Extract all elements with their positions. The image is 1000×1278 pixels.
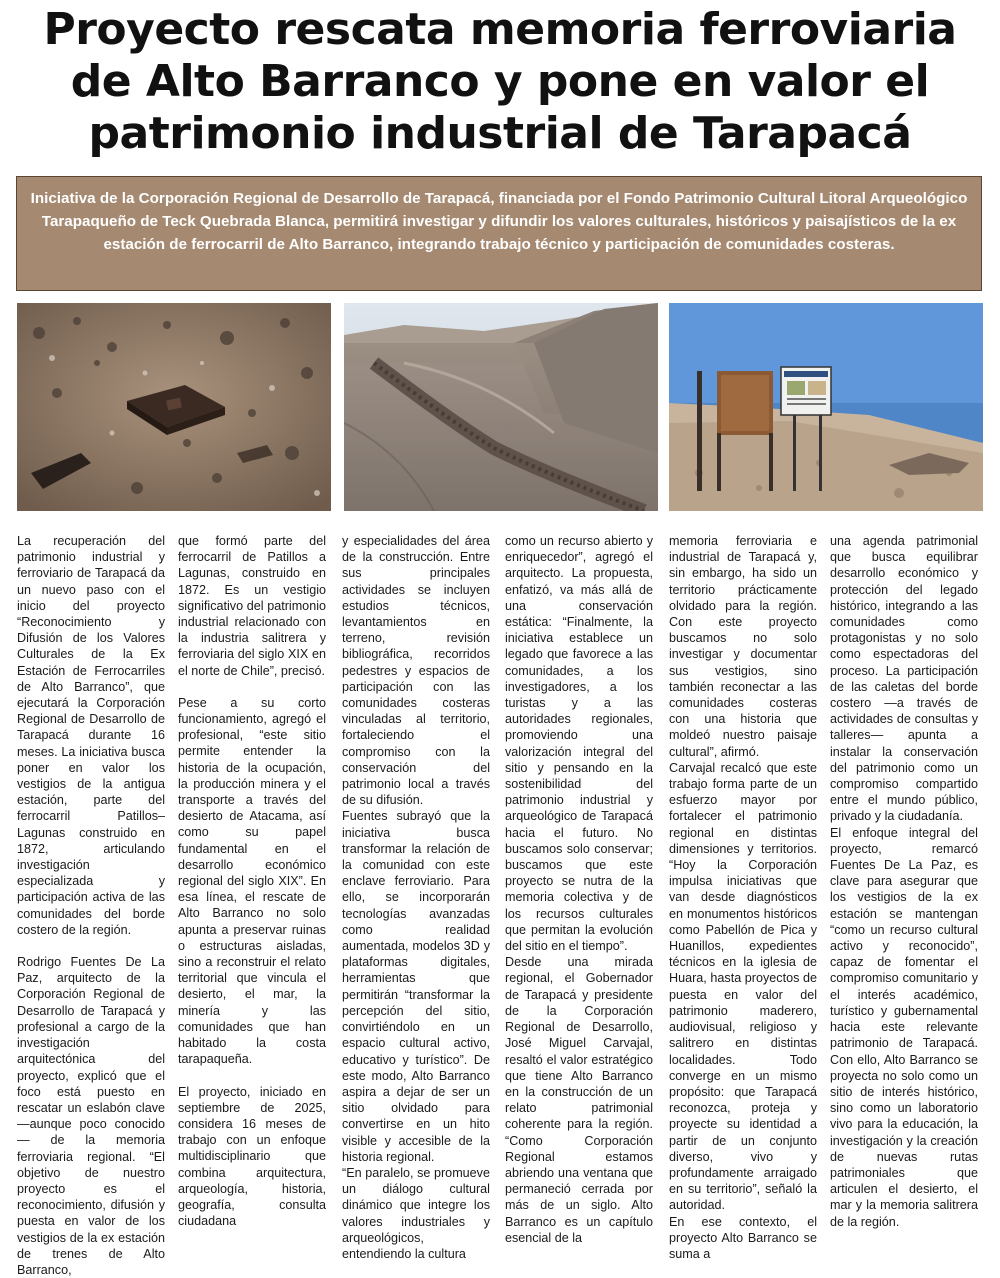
- paragraph: El enfoque integral del proyecto, remarcó Fuentes De La Paz, es clave para asegurar que los vestigios de la ex estación se mantengan “como un recurso cultural activo y reconocido”, capaz de fomentar el compromiso comunitario y el interés académico, turístico y gubernamental hacia este relevante patrimonio de Tarapacá. Con ello, Alto Barranco se proyecta no solo como un sitio de interés histórico, sino como un laboratorio vivo para la educación, la investigación y la creación de nuevas rutas patrimoniales que articulen el desierto, el mar y la memoria salitrera de la región.: [830, 825, 978, 1229]
- headline-line: de Alto Barranco y pone en valor el: [70, 56, 930, 107]
- paragraph: una agenda patrimonial que busca equilibrar desarrollo económico y protección del legado histórico, integrando a las comunidades como protagonistas y no solo como espectadoras del proceso. La participación de las caletas del borde costero —a través de actividades de consultas y talleres— apunta a instalar la conservación del patrimonio como un compromiso compartido entre el mundo público, privado y la ciudadanía.: [830, 534, 978, 824]
- paragraph: La recuperación del patrimonio industrial y ferroviario de Tarapacá da un nuevo paso con el inicio del proyecto “Reconocimiento y Difusión de los Valores Culturales de la Ex Estación de Ferrocarriles de Alto Barranco”, que ejecutará la Corporación Regional de Desarrollo de Tarapacá durante 16 meses. La iniciativa busca poner en valor los vestigios de la antigua estación, parte del ferrocarril Patillos–Lagunas construido en 1872, articulando investigación especializada y participación activa de las comunidades del borde costero de la región.: [17, 534, 165, 937]
- article-column-2: [178, 533, 326, 1229]
- paragraph: Desde una mirada regional, el Gobernador de Tarapacá y presidente de la Corporación Regional de Desarrollo, José Miguel Carvajal, resaltó el valor estratégico que tiene Alto Barranco en la construcción de un relato patrimonial coherente para la región. “Como Corporación Regional estamos abriendo una ventana que permaneció cerrada por más de un siglo. Alto Barranco es un capítulo esencial de la: [505, 955, 653, 1245]
- article-column-3: [342, 533, 490, 1262]
- photo-rusted-artifact: [17, 303, 331, 511]
- photo-desert-rail-embankment: [344, 303, 658, 511]
- paragraph: “En paralelo, se promueve un diálogo cultural dinámico que integre los valores industriales y arqueológicos, entendiendo la cultura: [342, 1165, 490, 1261]
- headline-line: Proyecto rescata memoria ferroviaria: [43, 4, 957, 55]
- paragraph: como un recurso abierto y enriquecedor”, agregó el arquitecto. La propuesta, enfatizó, va más allá de una conservación estática: “Finalmente, la iniciativa establece un legado que favorece a las comunidades, a los investigadores, a los turistas y a las autoridades regionales, promoviendo una valorización integral del sitio y pensando en la sostenibilidad del patrimonio industrial y arqueológico de Tarapacá hacia el futuro. No buscamos solo conservar; buscamos que este proyecto se nutra de la memoria colectiva y de los recursos culturales que permitan la evolución del sitio en el tiempo”.: [505, 534, 653, 954]
- paragraph: Fuentes subrayó que la iniciativa busca transformar la relación de la comunidad con este enclave ferroviario. Para ello, se incorporarán tecnologías avanzadas como realidad aumentada, modelos 3D y plataformas digitales, herramientas que permitirán “transformar la percepción del sitio, convirtiéndolo en un espacio cultural activo, educativo y turístico”. De este modo, Alto Barranco aspira a dejar de ser un sitio olvidado para convertirse en un hito visible y accesible de la historia regional.: [342, 809, 490, 1164]
- article-column-1: [17, 533, 165, 1278]
- paragraph: Carvajal recalcó que este trabajo forma parte de un esfuerzo mayor por fortalecer el patrimonio regional en distintas dimensiones y territorios. “Hoy la Corporación impulsa iniciativas que van desde diagnósticos en monumentos históricos como Pabellón de Pica y Huanillos, expedientes técnicos en la iglesia de Huara, hasta proyectos de puesta en valor del patrimonio maderero, audiovisual, religioso y salitrero en distintas localidades. Todo converge en un mismo propósito: que Tarapacá reconozca, proteja y proyecte su identidad a partir de un conjunto diverso, vivo y profundamente arraigado en su territorio”, señaló la autoridad.: [669, 760, 817, 1213]
- paragraph: Pese a su corto funcionamiento, agregó el profesional, “este sitio permite entender la historia de la ocupación, la producción minera y el transporte a través del desierto de Atacama, así como su papel fundamental en el desarrollo económico regional del siglo XIX”. En esa línea, el rescate de Alto Barranco no solo apunta a preservar ruinas o estructuras aisladas, sino a reconstruir el relato territorial que vincula el desierto, el mar, la minería y las comunidades que han habitado la costa tarapaqueña.: [178, 695, 326, 1067]
- paragraph: El proyecto, iniciado en septiembre de 2025, considera 16 meses de trabajo con un enfoque multidisciplinario que combina arquitectura, arqueología, historia, geografía, consulta ciudadana: [178, 1084, 326, 1229]
- paragraph: memoria ferroviaria e industrial de Tarapacá y, sin embargo, ha sido un territorio prácticamente olvidado para la región. Con este proyecto buscamos no solo investigar y documentar sus vestigios, sino también reconectar a las comunidades costeras con una historia que moldeó nuestro paisaje cultural”, afirmó.: [669, 534, 817, 759]
- headline: [0, 4, 1000, 160]
- lead-summary-box: Iniciativa de la Corporación Regional de Desarrollo de Tarapacá, financiada por el Fondo Patrimonio Cultural Litoral Arqueológico Tarapaqueño de Teck Quebrada Blanca, permitirá investigar y difundir los valores culturales, históricos y paisajísticos de la ex estación de ferrocarril de Alto Barranco, integrando trabajo técnico y participación de comunidades costeras.: [16, 176, 982, 291]
- paragraph: que formó parte del ferrocarril de Patillos a Lagunas, construido en 1872. Es un vestigio significativo del patrimonio industrial relacionado con la industria salitrera y ferroviaria del siglo XIX en el norte de Chile”, precisó.: [178, 534, 326, 678]
- article-column-4: [505, 533, 653, 1246]
- paragraph: y especialidades del área de la construcción. Entre sus principales actividades se incluyen estudios técnicos, levantamientos en terreno, revisión bibliográfica, recorridos pedestres y espacios de participación con las comunidades costeras vinculadas al territorio, fortaleciendo el compromiso con la conservación del patrimonio local a través de su difusión.: [342, 534, 490, 808]
- paragraph: Rodrigo Fuentes De La Paz, arquitecto de la Corporación Regional de Desarrollo de Tarapacá y profesional a cargo de la investigación arquitectónica del proyecto, explicó que el foco está puesto en rescatar un eslabón clave —aunque poco conocido— de la memoria ferroviaria regional. “El objetivo de nuestro proyecto es el reconocimiento, difusión y puesta en valor de los vestigios de la ex estación de trenes de Alto Barranco,: [17, 955, 165, 1277]
- photo-information-signs: [669, 303, 983, 511]
- paragraph: En ese contexto, el proyecto Alto Barranco se suma a: [669, 1214, 817, 1261]
- headline-line: patrimonio industrial de Tarapacá: [88, 108, 912, 159]
- article-column-6: [830, 533, 978, 1230]
- article-column-5: [669, 533, 817, 1262]
